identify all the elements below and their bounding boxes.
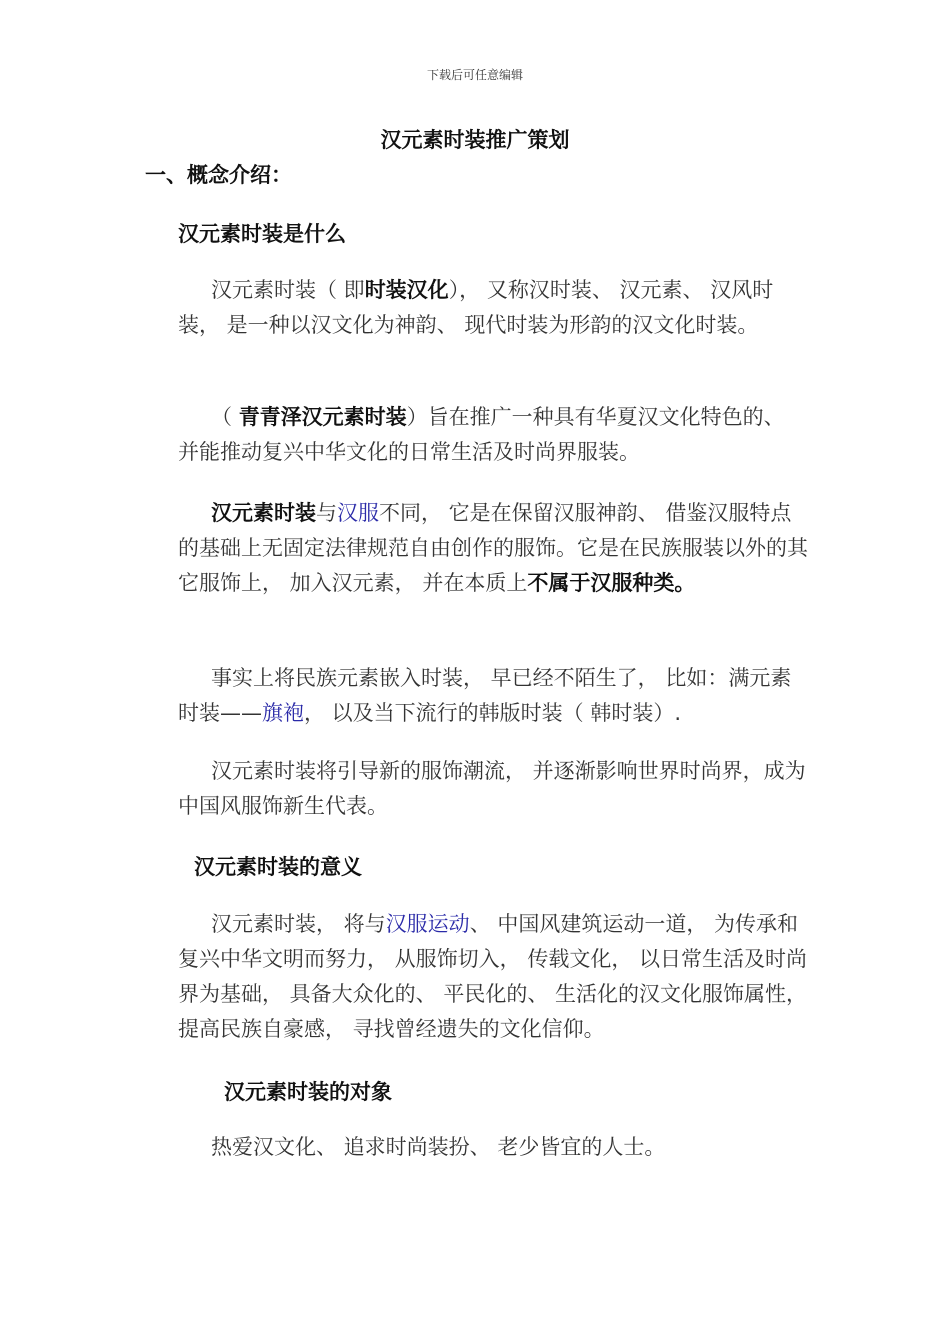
- paragraph-trend: 汉元素时装将引导新的服饰潮流， 并逐渐影响世界时尚界，成为中国风服饰新生代表。: [178, 759, 806, 818]
- document-title: 汉元素时装推广策划: [380, 128, 570, 152]
- text-run: （: [211, 405, 239, 429]
- bold-term: 汉元素时装: [211, 501, 316, 525]
- text-run: 汉元素时装（ 即: [211, 278, 365, 302]
- paragraph-example: [178, 661, 810, 731]
- link-qipao[interactable]: 旗袍: [262, 701, 304, 725]
- text-run: ）旨在推广一种具有华夏汉文化特色的、 并能推动复兴中华文化的日常生活及时尚界服装。: [178, 405, 785, 464]
- text-run: ， 以及当下流行的韩版时装（ 韩时装）.: [304, 701, 682, 725]
- text-run: 事实上将民族元素嵌入时装， 早已经不陌生了， 比如：满元素时装——: [178, 666, 792, 725]
- subheading-meaning: 汉元素时装的意义: [194, 855, 362, 879]
- bold-brand-name: 青青泽汉元素时装: [238, 405, 407, 429]
- text-run: 不同， 它是在保留汉服神韵、 借鉴汉服特点的基础上无固定法律规范自由创作的服饰。它是在民族服装以外的其它服饰上， 加入汉元素， 并在本质上: [178, 501, 808, 595]
- paragraph-meaning: [178, 907, 810, 1047]
- link-hanfu[interactable]: 汉服: [337, 501, 379, 525]
- paragraph-target: 热爱汉文化、 追求时尚装扮、 老少皆宜的人士。: [211, 1135, 666, 1159]
- page-header-note: 下载后可任意编辑: [426, 68, 523, 82]
- subheading-what-is: 汉元素时装是什么: [178, 222, 346, 246]
- text-run: 汉元素时装， 将与: [211, 912, 386, 936]
- text-run: ）， 又称汉时装、 汉元素、 汉风时装， 是一种以汉文化为神韵、 现代时装为形韵的汉文化时装。: [178, 278, 774, 337]
- link-hanfu-movement[interactable]: 汉服运动: [385, 912, 470, 936]
- bold-conclusion: 不属于汉服种类。: [527, 571, 696, 595]
- subheading-target: 汉元素时装的对象: [224, 1080, 392, 1104]
- paragraph-brand: [178, 400, 810, 470]
- paragraph-difference: [178, 496, 810, 601]
- bold-term: 时装汉化: [364, 278, 449, 302]
- text-run: 、 中国风建筑运动一道， 为传承和复兴中华文明而努力， 从服饰切入， 传载文化， 以日常生活及时尚界为基础， 具备大众化的、 平民化的、 生活化的汉文化服饰属性， 提高民族自豪感， 寻找曾经遗失的文化信仰。: [178, 912, 808, 1041]
- section-heading-concept: 一、概念介绍：: [145, 163, 292, 187]
- text-run: 与: [316, 501, 337, 525]
- paragraph-definition: [178, 273, 810, 343]
